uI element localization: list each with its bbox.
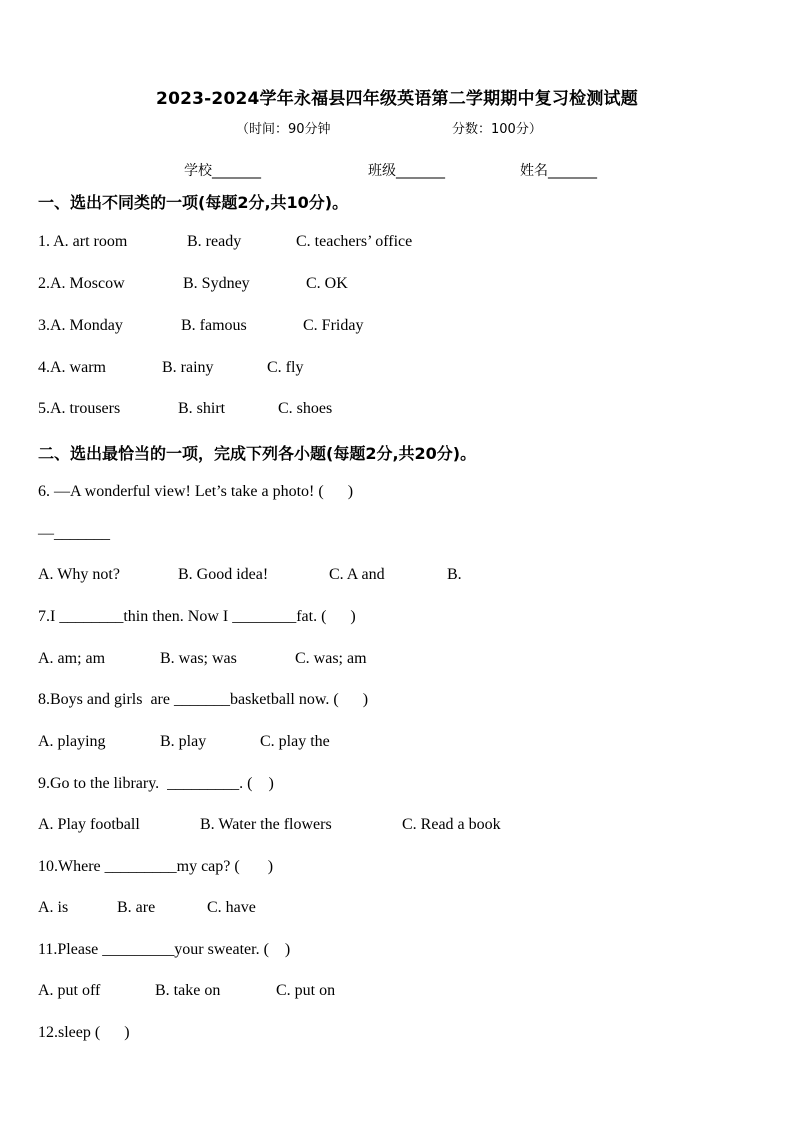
question-1-option-b: B. ready <box>187 233 242 250</box>
question-3-option-b: B. famous <box>181 317 247 334</box>
question-3-option-c: C. Friday <box>303 317 364 334</box>
question-4: 4.A. warm <box>38 359 106 376</box>
question-10-option-c: C. have <box>207 899 256 916</box>
question-5: 5.A. trousers <box>38 400 121 417</box>
question-6-option-d: B. <box>447 566 462 583</box>
class-field: 班级_______ <box>368 163 445 179</box>
question-2-option-c: C. OK <box>306 275 348 292</box>
question-10-option-b: B. are <box>117 899 156 916</box>
question-7-option-c: C. was; am <box>295 650 367 667</box>
question-9-option-c: C. Read a book <box>402 816 501 833</box>
question-8-option-b: B. play <box>160 733 207 750</box>
question-4-option-c: C. fly <box>267 359 304 376</box>
question-7: 7.I ________thin then. Now I ________fat. ( ) <box>38 608 356 625</box>
question-10: 10.Where _________my cap? ( ) <box>38 858 274 875</box>
question-7-option-a: A. am; am <box>38 650 106 667</box>
question-9: 9.Go to the library. _________. ( ) <box>38 775 274 792</box>
question-6-option-b: B. Good idea! <box>178 566 269 583</box>
question-4-option-b: B. rainy <box>162 359 214 376</box>
question-1: 1. A. art room <box>38 233 128 250</box>
question-6-option-c: C. A and <box>329 566 385 583</box>
question-3: 3.A. Monday <box>38 317 123 334</box>
question-9-option-b: B. Water the flowers <box>200 816 332 833</box>
exam-time: （时间：90分钟 <box>236 122 331 137</box>
question-8-option-a: A. playing <box>38 733 106 750</box>
question-12: 12.sleep ( ) <box>38 1024 130 1041</box>
section-1-heading: 一、选出不同类的一项(每题2分,共10分)。 <box>38 193 349 212</box>
question-6-answer-line: —_______ <box>38 525 110 542</box>
question-1-option-c: C. teachers’ office <box>296 233 413 250</box>
question-5-option-b: B. shirt <box>178 400 226 417</box>
question-10-option-a: A. is <box>38 899 69 916</box>
question-11-option-a: A. put off <box>38 982 101 999</box>
question-2-option-b: B. Sydney <box>183 275 250 292</box>
question-9-option-a: A. Play football <box>38 816 140 833</box>
question-8-option-c: C. play the <box>260 733 330 750</box>
question-6: 6. —A wonderful view! Let’s take a photo! ( ) <box>38 483 354 500</box>
question-5-option-c: C. shoes <box>278 400 333 417</box>
question-11-option-b: B. take on <box>155 982 221 999</box>
question-7-option-b: B. was; was <box>160 650 237 667</box>
question-6-option-a: A. Why not? <box>38 566 120 583</box>
name-field: 姓名_______ <box>520 163 597 179</box>
question-11: 11.Please _________your sweater. ( ) <box>38 941 291 958</box>
question-2: 2.A. Moscow <box>38 275 125 292</box>
school-field: 学校_______ <box>184 163 261 179</box>
exam-score: 分数：100分） <box>452 122 542 137</box>
question-11-option-c: C. put on <box>276 982 336 999</box>
section-2-heading: 二、选出最恰当的一项，完成下列各小题(每题2分,共20分)。 <box>38 444 477 463</box>
page-title: 2023-2024学年永福县四年级英语第二学期期中复习检测试题 <box>156 89 638 109</box>
question-8: 8.Boys and girls are _______basketball now. ( ) <box>38 691 369 708</box>
